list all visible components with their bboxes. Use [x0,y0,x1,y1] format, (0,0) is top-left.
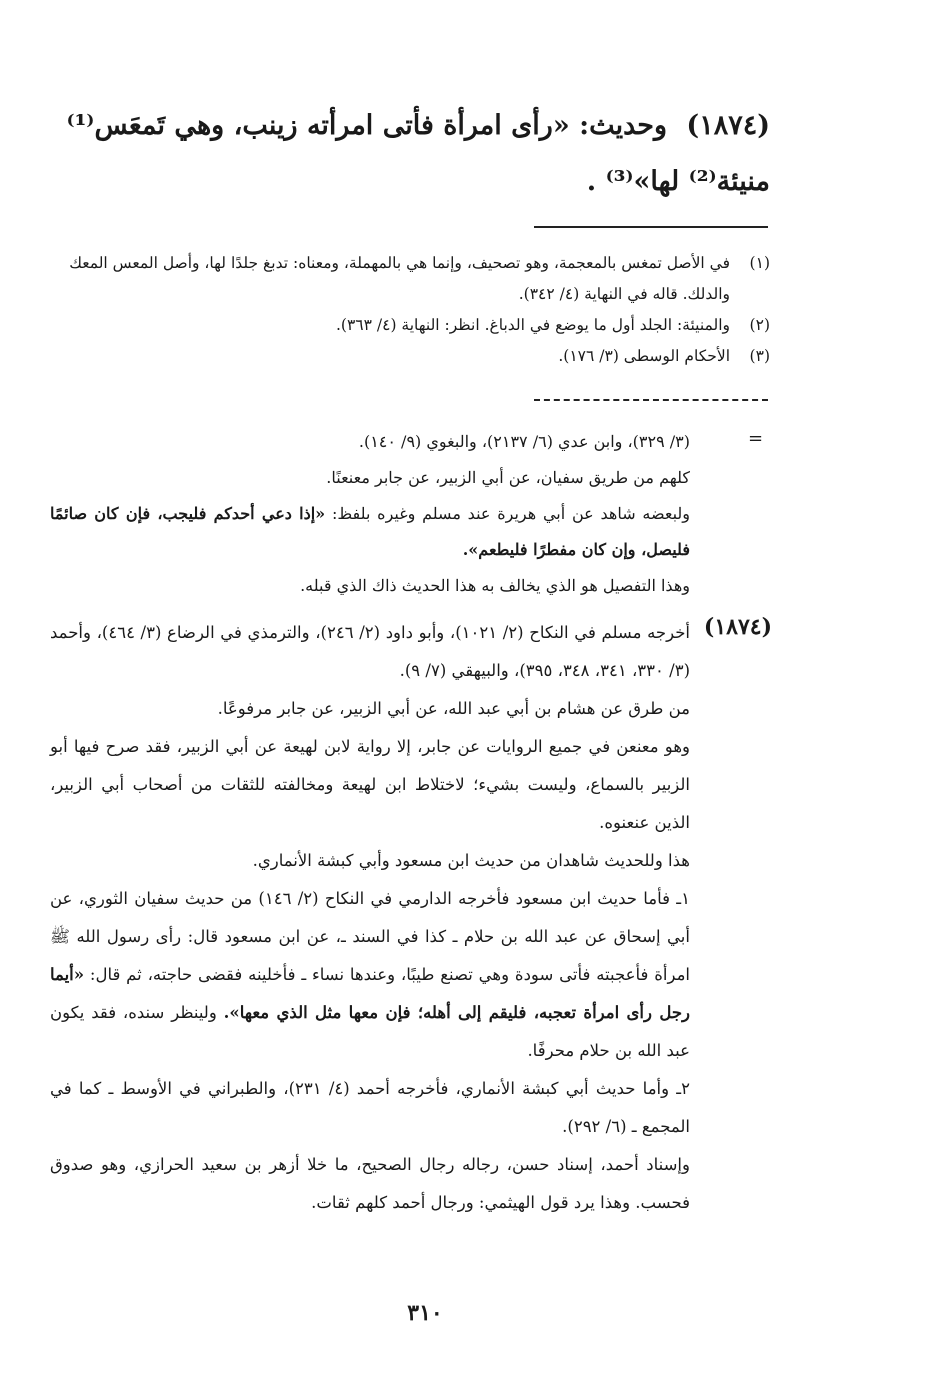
quoted-hadith: «أيما رجل رأى امرأة تعجبه، فليقم إلى أهله؛ فإن معها مثل الذي معها». [50,965,690,1022]
hadith-text-line-1: وحديث: «رأى امرأة فأتى امرأته زينب، وهي تَمعَس⁽¹⁾ [66,110,668,141]
takhrij-number: (١٨٧٤) [703,614,772,640]
previous-takhrij-p4: وهذا التفصيل هو الذي يخالف به هذا الحديث ذاك الذي قبله. [300,576,690,595]
continuation-marker: = [748,428,764,449]
previous-takhrij-p2: كلهم من طريق سفيان، عن أبي الزبير، عن جابر معنعنًا. [326,468,690,487]
footnote-text: الأحكام الوسطى (٣/ ١٧٦). [558,347,730,365]
previous-takhrij-p3-start: ولبعضه شاهد عن أبي هريرة عند مسلم وغيره بلفظ: [325,504,690,523]
footnote-text: والمنيئة: الجلد أول ما يوضع في الدباغ. انظر: النهاية (٤/ ٣٦٣). [335,316,730,334]
footnotes [50,248,770,372]
page-number: ٣١٠ [407,1300,443,1326]
takhrij-p1: أخرجه مسلم في النكاح (٢/ ١٠٢١)، وأبو داود (٢/ ٢٤٦)، والترمذي في الرضاع (٣/ ٤٦٤)، وأحمد (٣/ ٣٣٠، ٣٤١، ٣٤٨، ٣٩٥)، والبيهقي (٧/ ٩). [50,623,691,680]
takhrij-p6: ٢ـ وأما حديث أبي كبشة الأنماري، فأخرجه أحمد (٤/ ٢٣١)، والطبراني في الأوسط ـ كما في المجمع ـ (٦/ ٢٩٢). [50,1079,690,1136]
hadith-number: (١٨٧٤) [686,110,770,141]
section-separator [534,399,768,401]
footnote-1-continuation: والدلك. قاله في النهاية (٤/ ٣٤٢). [518,285,730,303]
footnote-2 [50,310,770,341]
footnote-separator [534,226,768,228]
previous-takhrij-p1: (٣/ ٣٢٩)، وابن عدي (٦/ ٢١٣٧)، والبغوي (٩/ ١٤٠). [358,432,690,451]
takhrij-p4: هذا وللحديث شاهدان من حديث ابن مسعود وأبي كبشة الأنماري. [252,851,690,870]
takhrij-p5-end: ولينظر سنده، فقد يكون عبد الله بن حلام محرفًا. [50,1003,690,1060]
footnote-number: (٣) [749,347,770,365]
hadith-heading-line-1 [50,98,770,154]
takhrij-p5 [50,880,690,1070]
hadith-text-line-2: منيئة⁽²⁾ لها»⁽³⁾ . [586,166,770,197]
takhrij-p5-start: ١ـ فأما حديث ابن مسعود فأخرجه الدارمي في النكاح (٢/ ١٤٦) من حديث سفيان الثوري، عن أبي إسحاق عن عبد الله بن حلام ـ كذا في السند ـ، عن ابن مسعود قال: رأى رسول الله ﷺ امرأة فأعجبته فأتى سودة وهي تصنع طيبًا، وعندها نساء ـ فأخلينه فقضى حاجته، ثم قال: [50,889,690,984]
previous-takhrij-p3 [50,496,690,568]
footnote-text: في الأصل تمغس بالمعجمة، وهو تصحيف، وإنما هي بالمهملة، ومعناه: تدبغ جلدًا لها، وأصل المعس المعك [69,254,730,272]
takhrij-p3: وهو معنعن في جميع الروايات عن جابر، إلا رواية لابن لهيعة عن أبي الزبير، فقد صرح فيها أبو الزبير بالسماع، وليست بشيء؛ لاختلاط ابن لهيعة ومخالفته للثقات من أصحاب أبي الزبير، الذين عنعنوه. [50,737,690,832]
footnote-number: (١) [749,254,770,272]
footnote-3 [50,341,770,372]
takhrij [50,614,690,1222]
footnote-1 [50,248,770,279]
takhrij-p2: من طرق عن هشام بن أبي عبد الله، عن أبي الزبير، عن جابر مرفوعًا. [217,699,690,718]
previous-takhrij [50,424,690,604]
takhrij-p7: وإسناد أحمد، إسناد حسن، رجاله رجال الصحيح، ما خلا أزهر بن سعيد الحرازي، وهو صدوق فحسب. وهذا يرد قول الهيثمي: ورجال أحمد كلهم ثقات. [50,1155,690,1212]
hadith-heading [50,98,770,210]
quoted-hadith: «إذا دعي أحدكم فليجب، فإن كان صائمًا فليصل، وإن كان مفطرًا فليطعم». [50,504,690,559]
footnote-number: (٢) [749,316,770,334]
